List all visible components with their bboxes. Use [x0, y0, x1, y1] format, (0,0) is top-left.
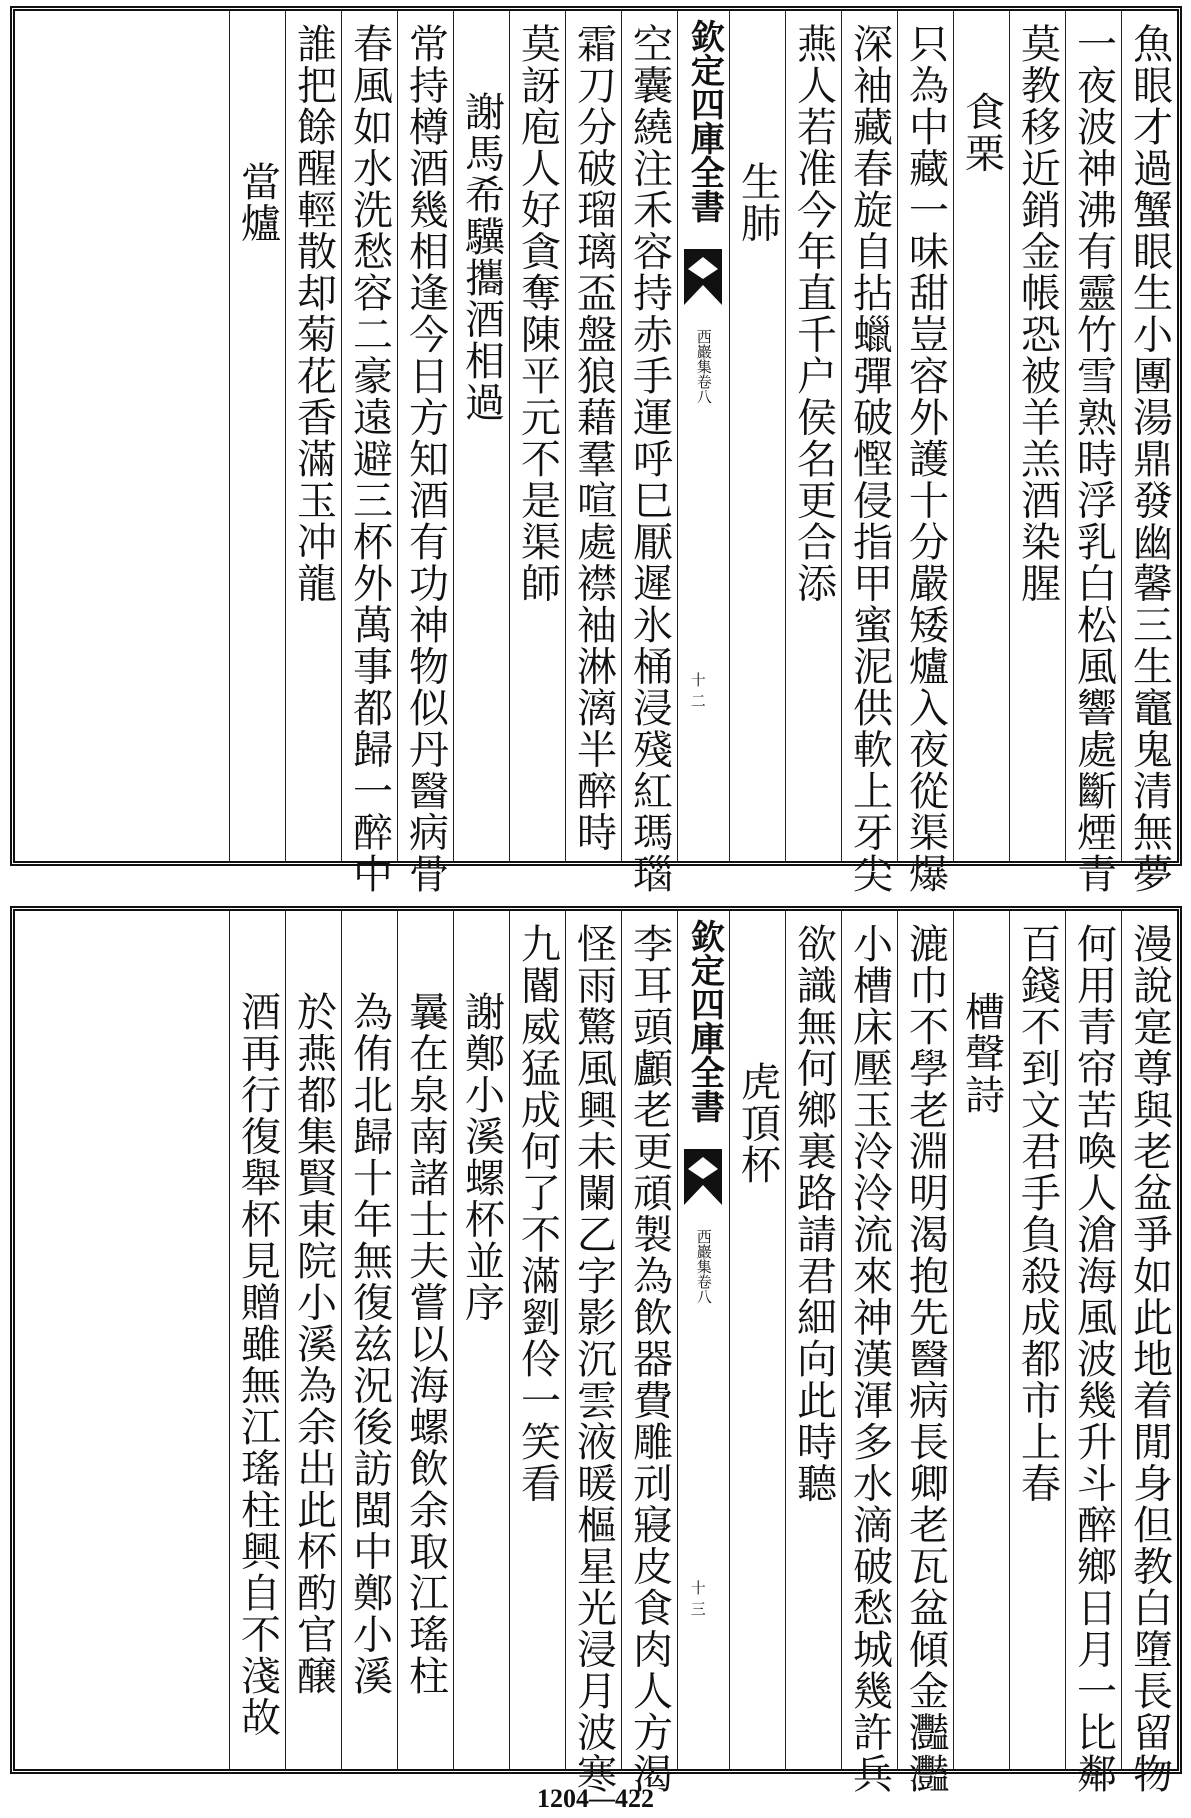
library-title: 欽定四庫全書	[684, 19, 725, 223]
poem-title: 槽聲詩	[953, 911, 1009, 1769]
text-column: 莫教移近銷金帳恐被羊羔酒染腥	[1009, 11, 1065, 861]
text-column: 春風如水洗愁容二豪遠避三杯外萬事都歸一醉中	[341, 11, 397, 861]
preface-column: 酒再行復舉杯見贈雖無江瑤柱興自不淺故	[229, 911, 285, 1769]
poem-title: 虎頂杯	[729, 911, 785, 1769]
text-column: 霜刀分破瑠璃盃盤狼藉羣喧處襟袖淋漓半醉時	[565, 11, 621, 861]
text-column: 漫說寔尊與老盆爭如此地着閒身但教白墮長留物	[1121, 911, 1177, 1769]
text-column: 怪雨驚風興未闌乙字影沉雲液暖樞星光浸月波寒	[565, 911, 621, 1769]
top-page	[10, 6, 1182, 895]
page-number: 十三	[690, 1579, 706, 1618]
text-column: 誰把餘醒輕散却菊花香滿玉冲龍	[285, 11, 341, 861]
text-column: 莫訝庖人好貪奪陳平元不是渠師	[509, 11, 565, 861]
page-footer: 1204—422	[537, 1784, 654, 1813]
text-column: 九閽威猛成何了不滿劉伶一笑看	[509, 911, 565, 1769]
text-column: 空囊繞注禾容持赤手運呼巳厭遲氷桶浸殘紅瑪瑙	[621, 11, 677, 861]
page-number: 十二	[690, 671, 706, 710]
fish-tail-mark-icon	[684, 1149, 722, 1205]
preface-column: 曩在泉南諸士夫嘗以海螺飲余取江瑤柱	[397, 911, 453, 1769]
text-column: 欲識無何鄉裏路請君細向此時聽	[785, 911, 841, 1769]
poem-title: 謝馬希驥攜酒相過	[453, 11, 509, 861]
text-column: 百錢不到文君手負殺成都市上春	[1009, 911, 1065, 1769]
volume-label: 西巖集卷八	[694, 329, 713, 404]
text-column: 常持樽酒幾相逢今日方知酒有功神物似丹醫病骨	[397, 11, 453, 861]
preface-column: 於燕都集賢東院小溪為余出此杯酌官醸	[285, 911, 341, 1769]
volume-label: 西巖集卷八	[694, 1229, 713, 1304]
text-column: 燕人若准今年直千户侯名更合添	[785, 11, 841, 861]
section-title: 謝鄭小溪螺杯並序	[453, 911, 509, 1769]
text-column: 只為中藏一味甜豈容外護十分嚴矮爐入夜從渠爆	[897, 11, 953, 861]
text-column: 深袖藏春旋自拈蠟彈破慳侵指甲蜜泥供軟上牙尖	[841, 11, 897, 861]
poem-title: 食栗	[953, 11, 1009, 861]
text-column: 小槽床壓玉泠泠流來神漢渾多水滴破愁城幾許兵	[841, 911, 897, 1769]
center-fold	[677, 11, 729, 861]
text-column: 一夜波神沸有靈竹雪熟時浮乳白松風響處斷煙青	[1065, 11, 1121, 861]
library-title: 欽定四庫全書	[684, 919, 725, 1123]
text-column: 何用青帘苦喚人滄海風波幾升斗醉鄉日月一比鄰	[1065, 911, 1121, 1769]
poem-title: 當爐	[229, 11, 285, 861]
poem-title: 生肺	[729, 11, 785, 861]
center-fold	[677, 911, 729, 1769]
fish-tail-mark-icon	[684, 249, 722, 305]
text-column: 漉巾不學老淵明渴抱先醫病長卿老瓦盆傾金灩灩	[897, 911, 953, 1769]
bottom-page	[10, 906, 1182, 1795]
text-column: 李耳頭顱老更頑製為飲器費雕刓寢皮食肉人方渴	[621, 911, 677, 1769]
text-column: 魚眼才過蟹眼生小團湯鼎發幽馨三生竈鬼清無夢	[1121, 11, 1177, 861]
preface-column: 為侑北歸十年無復兹況後訪閩中鄭小溪	[341, 911, 397, 1769]
